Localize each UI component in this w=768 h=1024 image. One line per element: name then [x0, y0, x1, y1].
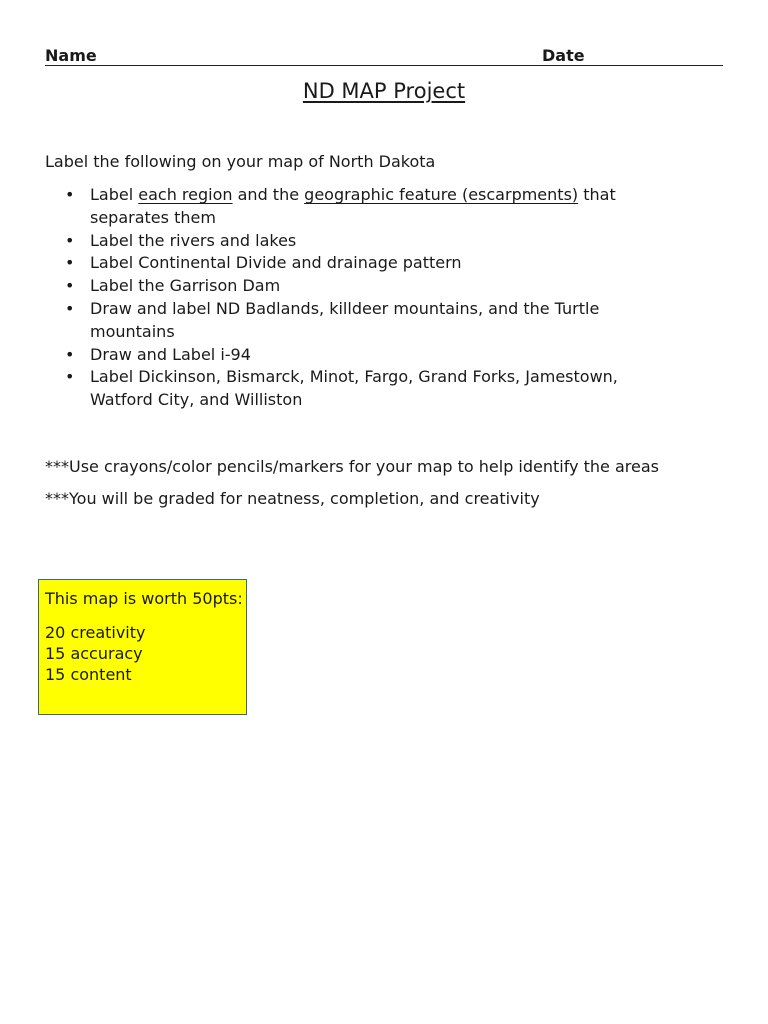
underlined-text: each region	[138, 185, 233, 204]
list-item: • Draw and Label i-94	[45, 344, 685, 367]
name-date-line	[45, 47, 723, 66]
points-heading: This map is worth 50pts:	[45, 589, 243, 608]
list-item: 20 creativity	[45, 623, 146, 642]
task-list	[45, 184, 685, 412]
date-label: Date	[542, 46, 585, 65]
grading-note: ***You will be graded for neatness, completion, and creativity	[45, 489, 540, 508]
list-item: 15 content	[45, 665, 132, 684]
list-item: 15 accuracy	[45, 644, 143, 663]
list-item: • Label the Garrison Dam	[45, 275, 685, 298]
list-item: • Label the rivers and lakes	[45, 230, 685, 253]
intro-text: Label the following on your map of North Dakota	[45, 152, 436, 171]
list-item: • Draw and label ND Badlands, killdeer mountains, and the Turtle mountains	[45, 298, 685, 344]
supplies-note: ***Use crayons/color pencils/markers for your map to help identify the areas	[45, 457, 659, 476]
list-item: • Label Dickinson, Bismarck, Minot, Fargo, Grand Forks, Jamestown, Watford City, and Williston	[45, 366, 685, 412]
list-item: • Label Continental Divide and drainage pattern	[45, 252, 685, 275]
underlined-text: geographic feature (escarpments)	[304, 185, 579, 204]
name-label: Name	[45, 46, 97, 65]
list-item: • Label each region and the geographic feature (escarpments) that separates them	[45, 184, 685, 230]
points-list	[45, 622, 146, 685]
page-title: ND MAP Project	[302, 79, 466, 103]
